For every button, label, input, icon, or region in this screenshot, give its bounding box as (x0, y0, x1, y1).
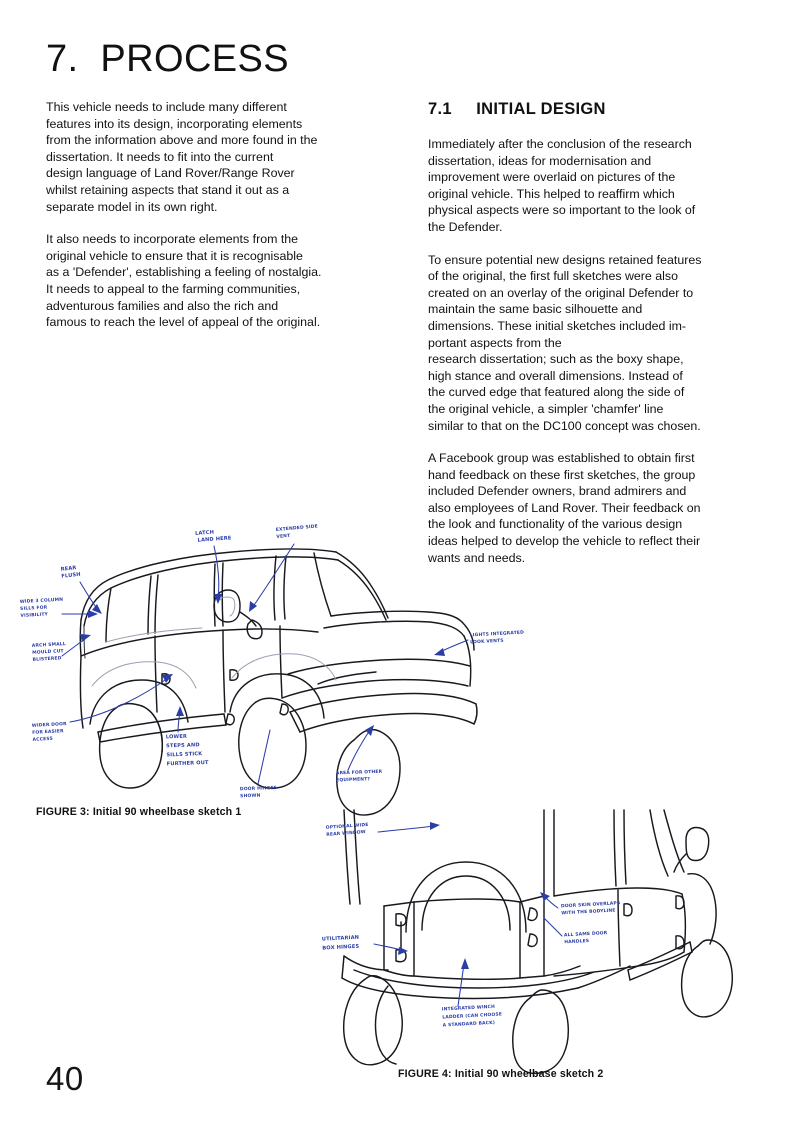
paragraph-left-2 (46, 231, 372, 331)
annotation-label: EQUIPMENT? (336, 777, 371, 784)
text-line: included Defender owners, brand admirers and (428, 484, 687, 499)
text-line: hand feedback on these first sketches, the group (428, 467, 696, 482)
annotation-texts-7 (166, 733, 209, 767)
annotation-label: LADDER (CAN CHOOSE (442, 1012, 503, 1021)
annotation-label: FLUSH (61, 571, 82, 580)
text-line: dimensions. These initial sketches included im- (428, 318, 687, 333)
annotation-label: WIDE 3 COLUMN (19, 597, 64, 605)
text-line: This vehicle needs to include many different (46, 100, 287, 114)
annotation-label: WITH THE BODYLINE (561, 908, 616, 917)
annotation-label: LOOK VENTS (470, 638, 504, 646)
text-line: the curved edge that featured along the side of (428, 385, 685, 400)
text-line: physical aspects were so important to the look of (428, 203, 696, 218)
wing-mirror (214, 590, 262, 639)
left-text-column (46, 99, 372, 347)
rear-body-upper (344, 810, 684, 904)
annotation-texts-4 (20, 597, 64, 619)
figure-3-sketch (18, 516, 525, 806)
text-line: dissertation. It needs to fit into the current (46, 149, 274, 164)
annotation-label: SHOWN (240, 793, 261, 800)
annotation-label: SILLS STICK (166, 751, 203, 759)
annotation-texts-6 (32, 721, 68, 743)
text-line: improvement were overlaid on pictures of the (428, 170, 676, 185)
annotation-texts-10 (470, 630, 525, 646)
annotation-texts-4 (564, 930, 608, 945)
annotation-texts-3 (60, 565, 81, 580)
figure-4-drawing (318, 810, 758, 1075)
annotation-label: BLISTERED (32, 656, 62, 663)
annotation-label: VENT (276, 533, 291, 541)
paragraph-left-1 (46, 99, 372, 215)
annotation-label: REAR (60, 565, 77, 573)
annotation-label: DOOR SKIN OVERLAPS (560, 901, 621, 910)
text-line: A Facebook group was established to obtain first (428, 451, 695, 466)
text-line: whilst retaining aspects that stand it out as a (46, 182, 290, 197)
text-line: the Defender. (428, 219, 503, 234)
vehicle-body-outline (80, 549, 388, 658)
annotation-texts-5 (32, 641, 67, 663)
figure-3-drawing (18, 516, 525, 806)
text-line: separate model in its own right. (46, 199, 218, 214)
page-title: 7. PROCESS (46, 38, 290, 80)
text-line: the original vehicle, a simpler 'chamfer' line (428, 401, 664, 416)
annotation-label: EXTENDED SIDE (275, 524, 319, 534)
annotation-label: DOOR HINGES (239, 785, 278, 793)
annotation-label: ACCESS (32, 736, 54, 743)
text-line: original vehicle. This helped to reaffirm which (428, 186, 675, 201)
annotation-label: REAR WINDOW (326, 830, 367, 838)
annotation-texts-3 (561, 900, 621, 916)
text-line: features into its design, incorporating elements (46, 116, 303, 131)
annotation-label: ARCH SMALL (31, 642, 67, 649)
annotation-texts-2 (322, 935, 360, 952)
text-line: adventurous families and also the rich and (46, 298, 279, 313)
vehicle-front-end (282, 611, 477, 815)
annotation-texts-8 (240, 785, 278, 799)
text-line: portant aspects from the (428, 335, 562, 350)
text-line: from the information above and more found in the (46, 133, 318, 148)
vehicle-lower-body (80, 656, 324, 788)
text-line: Immediately after the conclusion of the research (428, 137, 692, 151)
paragraph-right-2 (428, 252, 748, 435)
figure-4-sketch (318, 810, 758, 1075)
annotation-label: UTILITARIAN (321, 934, 360, 943)
annotation-label: FURTHER OUT (166, 759, 209, 768)
text-line: maintain the same basic silhouette and (428, 302, 643, 317)
annotation-texts-1 (326, 822, 370, 838)
text-line: also employees of Land Rover. Their feedback on (428, 500, 701, 515)
paragraph-right-1 (428, 136, 748, 236)
annotation-label: STEPS AND (166, 742, 200, 750)
text-line: research dissertation; such as the boxy shape, (428, 352, 684, 367)
text-line: To ensure potential new designs retained features (428, 252, 702, 267)
figure-3-caption: FIGURE 3: Initial 90 wheelbase sketch 1 (36, 806, 242, 818)
vehicle-doors (155, 626, 288, 725)
annotation-label: A STANDARD BACK) (442, 1020, 496, 1029)
text-line: as a 'Defender', establishing a feeling of nostalgia. (46, 265, 322, 280)
text-line: ideas helped to develop the vehicle to reflect their (428, 534, 701, 549)
text-line: It also needs to incorporate elements from the (46, 232, 299, 247)
rear-bumper (342, 956, 630, 999)
annotation-label: ALL SAME DOOR (563, 931, 608, 939)
annotation-label: FOR EASIER (32, 729, 64, 736)
annotation-label: LAND HERE (197, 535, 232, 544)
section-heading: 7.1 INITIAL DESIGN (428, 100, 606, 118)
annotation-label: LIGHTS INTEGRATED (469, 630, 525, 639)
annotation-texts-9 (336, 769, 383, 784)
text-line: design language of Land Rover/Range Rover (46, 166, 295, 181)
annotation-label: MOULD CUT (32, 649, 64, 656)
annotation-label: INTEGRATED WINCH (441, 1004, 496, 1013)
annotation-texts-2 (276, 523, 319, 540)
text-line: the look and functionality of the various design (428, 517, 683, 532)
annotation-label: WIDER DOOR (31, 722, 67, 729)
text-line: created on an overlay of the original Defender to (428, 285, 694, 300)
text-line: of the original, the first full sketches were also (428, 269, 678, 284)
spare-wheel (406, 862, 526, 932)
annotation-label: BOX HINGES (322, 943, 360, 952)
tailgate-hinges (396, 908, 537, 962)
figure-4-caption: FIGURE 4: Initial 90 wheelbase sketch 2 (398, 1068, 604, 1080)
text-line: high stance and overall dimensions. Instead of (428, 368, 683, 383)
annotation-label: SILLS FOR (20, 605, 48, 612)
page-number: 40 (46, 1060, 84, 1097)
annotation-texts-5 (442, 1003, 503, 1028)
text-line: dissertation, ideas for modernisation and (428, 153, 652, 168)
annotation-label: HANDLES (564, 939, 590, 946)
annotation-label: LOWER (165, 733, 188, 741)
text-line: famous to reach the level of appeal of the original. (46, 315, 321, 330)
text-line: It needs to appeal to the farming communities, (46, 281, 301, 296)
annotation-label: AREA FOR OTHER (335, 769, 383, 777)
text-line: wants and needs. (428, 550, 526, 565)
annotation-leader-lines (62, 544, 468, 784)
annotation-label: VISIBILITY (20, 612, 49, 619)
text-line: original vehicle to ensure that it is recognisable (46, 248, 303, 263)
annotation-label: OPTIONAL WIDE (325, 822, 369, 831)
text-line: similar to that on the DC100 concept was chosen. (428, 418, 701, 433)
annotation-label: LATCH (194, 529, 215, 537)
annotation-texts (195, 528, 232, 544)
